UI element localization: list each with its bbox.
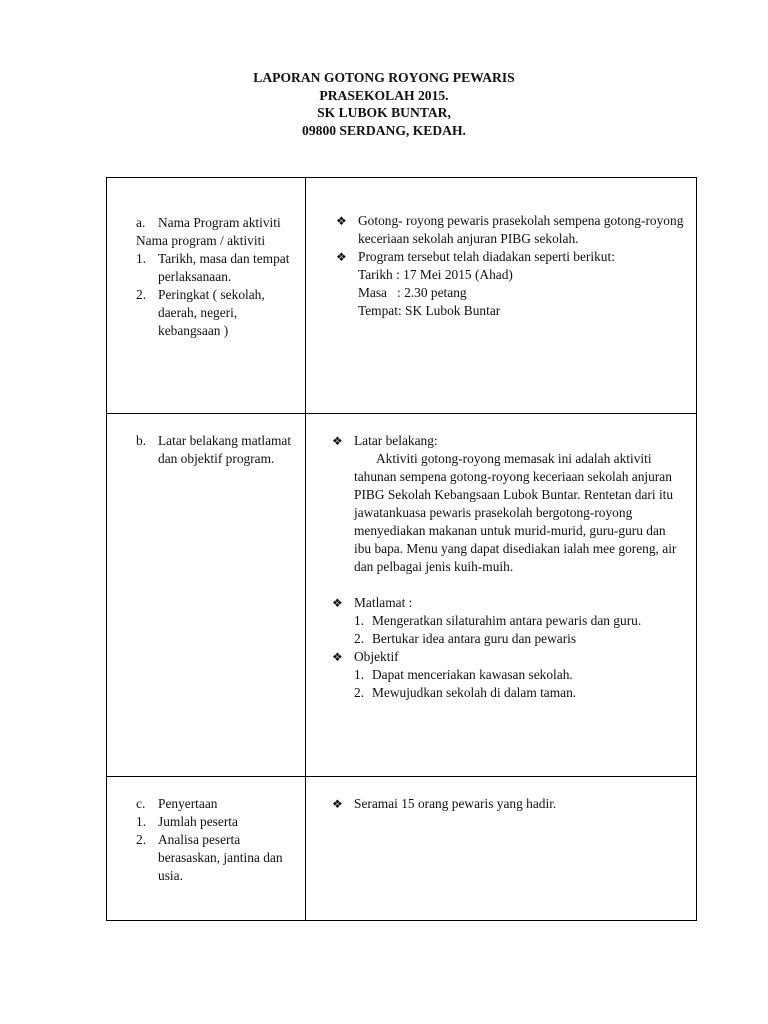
bullet-item xyxy=(332,594,686,612)
diamond-bullet-icon: ❖ xyxy=(332,596,343,610)
item-marker: c. xyxy=(136,796,146,811)
table-row-participation xyxy=(107,777,697,921)
bullet-item xyxy=(332,432,686,450)
item-text: Bertukar idea antara guru dan pewaris xyxy=(372,631,577,646)
right-cell-background xyxy=(306,414,697,777)
table-row-program xyxy=(107,178,697,414)
item-marker: 2. xyxy=(136,832,147,847)
header-line-3: SK LUBOK BUNTAR, xyxy=(317,105,451,121)
objektif-label: Objektif xyxy=(354,649,399,664)
item-text: Analisa peserta berasaskan, jantina dan usia. xyxy=(158,832,283,883)
item-text: Penyertaan xyxy=(158,796,218,811)
item-marker: 2. xyxy=(354,685,365,700)
bullet-text: Program tersebut telah diadakan seperti berikut: xyxy=(358,249,615,264)
latar-text: Aktiviti gotong-royong memasak ini adalah aktiviti tahunan sempena gotong-royong keceriaan sekolah anjuran PIBG Sekolah Kebangsaan Lubok Buntar. Rentetan dari itu jawatankuasa pewaris prasekolah bergotong-royong menyediakan makanan untuk murid-murid, guru-guru dan ibu bapa. Menu yang dapat disediakan ialah mee goreng, air dan pelbagai jenis kuih-muih. xyxy=(354,451,677,574)
list-item xyxy=(136,250,301,286)
header-line-2: PRASEKOLAH 2015. xyxy=(319,87,449,103)
item-marker: a. xyxy=(136,215,146,230)
bullet-item xyxy=(332,648,686,666)
header-line-1: LAPORAN GOTONG ROYONG PEWARIS xyxy=(253,70,515,85)
diamond-bullet-icon: ❖ xyxy=(336,250,347,264)
bullet-text: Seramai 15 orang pewaris yang hadir. xyxy=(354,796,557,811)
diamond-bullet-icon: ❖ xyxy=(332,650,343,664)
matlamat-label: Matlamat : xyxy=(354,595,413,610)
left-cell-program xyxy=(107,178,306,414)
masa-line: Masa : 2.30 petang xyxy=(358,285,467,300)
tarikh-line: Tarikh : 17 Mei 2015 (Ahad) xyxy=(358,267,513,282)
diamond-bullet-icon: ❖ xyxy=(332,434,343,448)
item-text: Mewujudkan sekolah di dalam taman. xyxy=(372,685,577,700)
diamond-bullet-icon: ❖ xyxy=(336,214,347,228)
item-c xyxy=(136,795,301,813)
list-item xyxy=(332,612,686,630)
item-marker: 2. xyxy=(136,287,147,302)
item-marker: b. xyxy=(136,433,147,448)
item-b xyxy=(136,432,301,468)
list-item xyxy=(332,666,686,684)
item-marker: 2. xyxy=(354,631,365,646)
report-header xyxy=(0,69,768,139)
item-text: Tarikh, masa dan tempat perlaksanaan. xyxy=(158,251,290,284)
right-cell-program xyxy=(306,178,697,414)
item-text: Latar belakang matlamat dan objektif program. xyxy=(158,433,292,466)
item-text: Mengeratkan silaturahim antara pewaris dan guru. xyxy=(372,613,642,628)
list-item xyxy=(136,813,301,831)
item-marker: 1. xyxy=(136,814,147,829)
item-marker: 1. xyxy=(136,251,147,266)
diamond-bullet-icon: ❖ xyxy=(332,797,343,811)
item-text: Peringkat ( sekolah, daerah, negeri, kebangsaan ) xyxy=(158,287,265,338)
item-text: Dapat menceriakan kawasan sekolah. xyxy=(372,667,573,682)
latar-label: Latar belakang: xyxy=(354,433,438,448)
latar-paragraph xyxy=(332,450,686,576)
left-cell-participation xyxy=(107,777,306,921)
item-a xyxy=(136,214,301,232)
list-item xyxy=(332,684,686,702)
bullet-item xyxy=(332,795,686,813)
item-text: Nama Program aktiviti xyxy=(158,215,281,230)
bullet-item xyxy=(336,212,686,248)
item-text: Jumlah peserta xyxy=(158,814,238,829)
item-marker: 1. xyxy=(354,667,365,682)
right-cell-participation xyxy=(306,777,697,921)
list-item xyxy=(136,286,301,340)
list-item xyxy=(332,630,686,648)
left-cell-background xyxy=(107,414,306,777)
bullet-text: Gotong- royong pewaris prasekolah sempena gotong-royong keceriaan sekolah anjuran PIBG sekolah. xyxy=(358,213,684,246)
header-line-4: 09800 SERDANG, KEDAH. xyxy=(302,122,466,138)
report-table xyxy=(106,177,697,921)
item-marker: 1. xyxy=(354,613,365,628)
program-subtitle: Nama program / aktiviti xyxy=(136,233,266,248)
table-row-background xyxy=(107,414,697,777)
tempat-line: Tempat: SK Lubok Buntar xyxy=(358,303,501,318)
list-item xyxy=(136,831,301,885)
bullet-item xyxy=(336,248,686,266)
